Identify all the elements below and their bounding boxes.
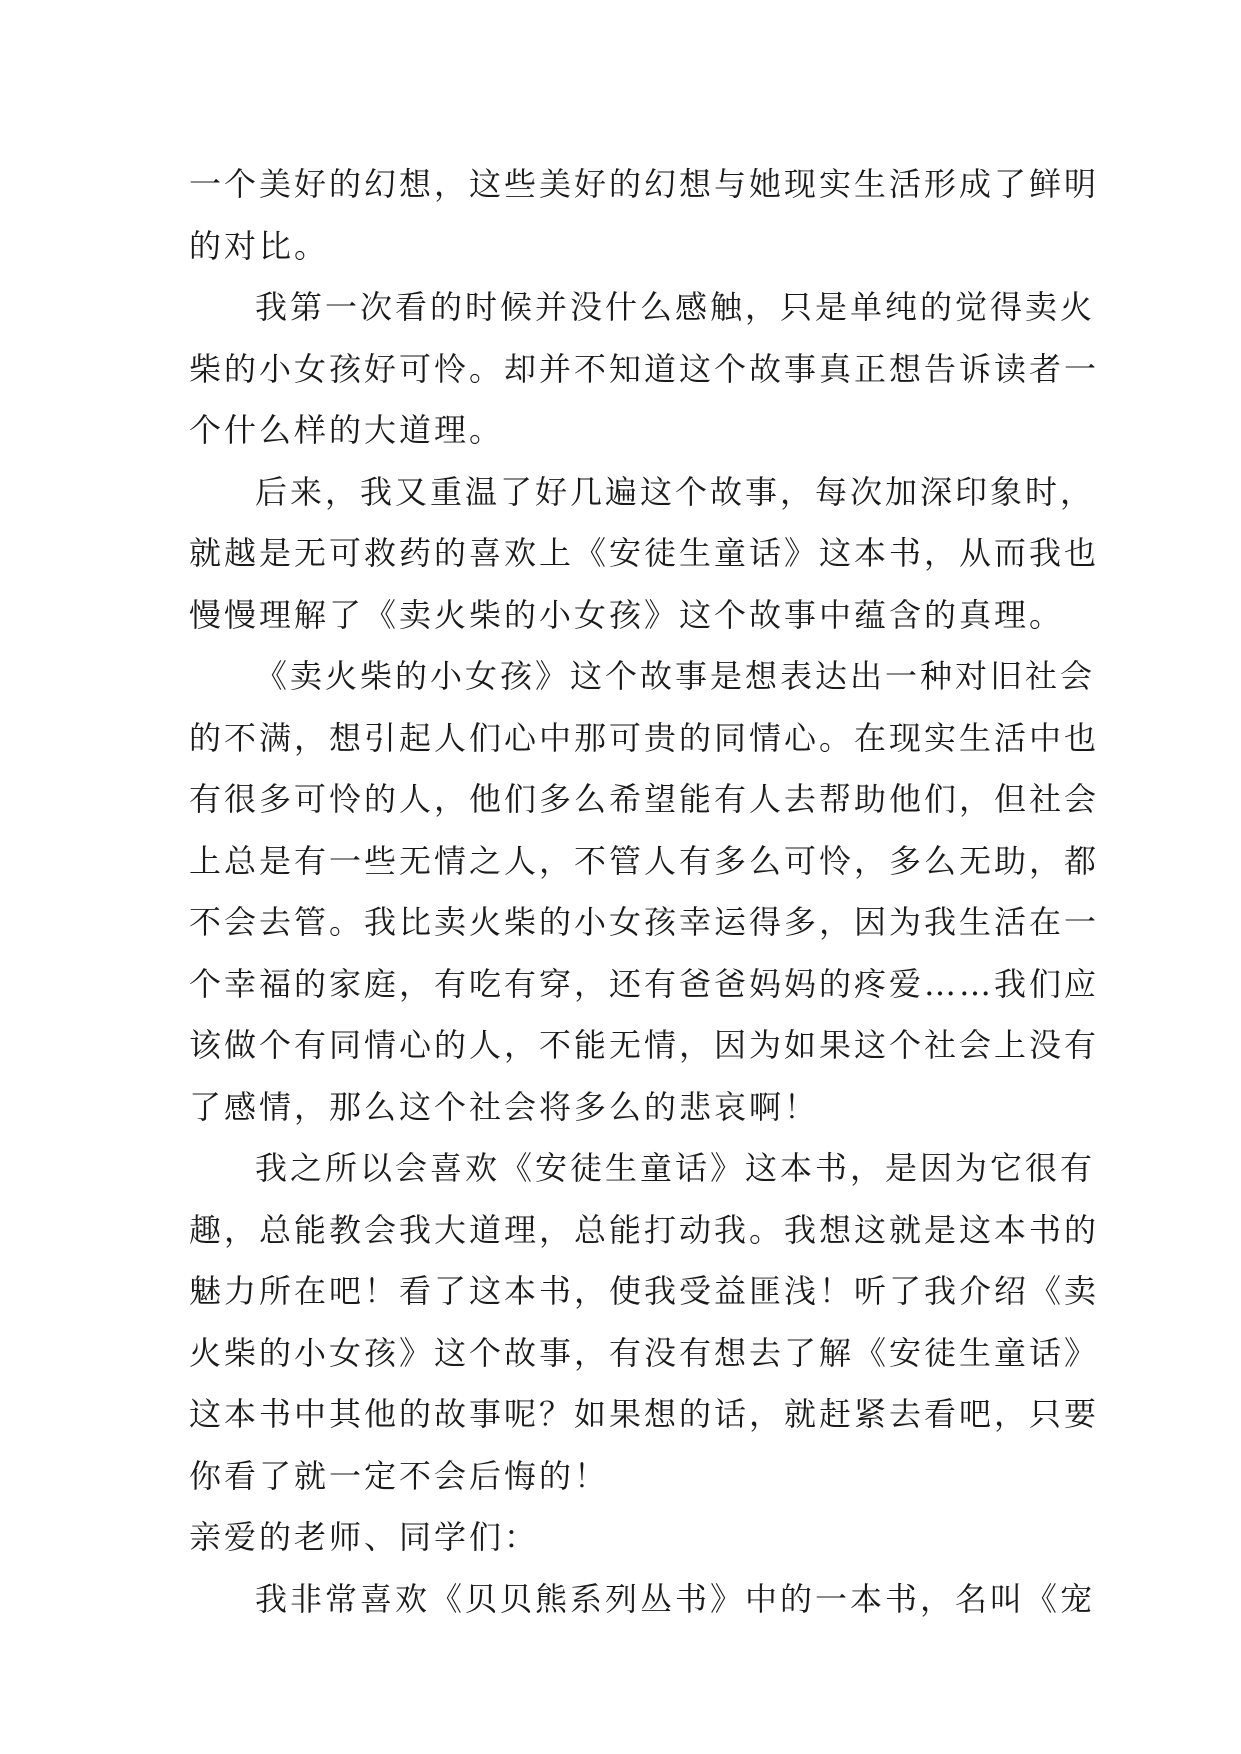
text-line: 趣，总能教会我大道理，总能打动我。我想这就是这本书的 <box>189 1210 1100 1249</box>
salutation-line: 亲爱的老师、同学们： <box>189 1518 540 1556</box>
text-line: 个什么样的大道理。 <box>189 411 505 449</box>
text-line: 《卖火柴的小女孩》这个故事是想表达出一种对旧社会 <box>255 657 1096 695</box>
document-body <box>189 154 1100 1630</box>
text-line: 有很多可怜的人，他们多么希望能有人去帮助他们，但社会 <box>189 780 1100 818</box>
text-line: 不会去管。我比卖火柴的小女孩幸运得多，因为我生活在一 <box>189 903 1100 941</box>
text-line: 上总是有一些无情之人，不管人有多么可怜，多么无助，都 <box>189 841 1100 880</box>
text-line: 该做个有同情心的人，不能无情，因为如果这个社会上没有 <box>189 1026 1100 1064</box>
text-line: 了感情，那么这个社会将多么的悲哀啊！ <box>189 1087 820 1126</box>
text-line: 魅力所在吧！看了这本书，使我受益匪浅！听了我介绍《卖 <box>189 1272 1100 1310</box>
text-line: 我非常喜欢《贝贝熊系列丛书》中的一本书，名叫《宠 <box>255 1579 1096 1618</box>
text-line: 柴的小女孩好可怜。却并不知道这个故事真正想告诉读者一 <box>189 349 1100 388</box>
text-line: 个幸福的家庭，有吃有穿，还有爸爸妈妈的疼爱……我们应 <box>189 964 1100 1003</box>
text-line: 火柴的小女孩》这个故事，有没有想去了解《安徒生童话》 <box>189 1333 1100 1372</box>
text-line: 慢慢理解了《卖火柴的小女孩》这个故事中蕴含的真理。 <box>189 595 1065 634</box>
text-line: 我第一次看的时候并没什么感触，只是单纯的觉得卖火 <box>255 288 1096 326</box>
text-line: 我之所以会喜欢《安徒生童话》这本书，是因为它很有 <box>255 1149 1096 1187</box>
text-line: 的不满，想引起人们心中那可贵的同情心。在现实生活中也 <box>189 718 1100 757</box>
text-line: 这本书中其他的故事呢？如果想的话，就赶紧去看吧，只要 <box>189 1395 1100 1433</box>
text-line: 一个美好的幻想，这些美好的幻想与她现实生活形成了鲜明 <box>189 165 1100 203</box>
text-line: 就越是无可救药的喜欢上《安徒生童话》这本书，从而我也 <box>189 534 1100 572</box>
text-line: 后来，我又重温了好几遍这个故事，每次加深印象时， <box>255 472 1096 511</box>
text-line: 你看了就一定不会后悔的！ <box>189 1456 610 1495</box>
text-line: 的对比。 <box>189 226 330 265</box>
